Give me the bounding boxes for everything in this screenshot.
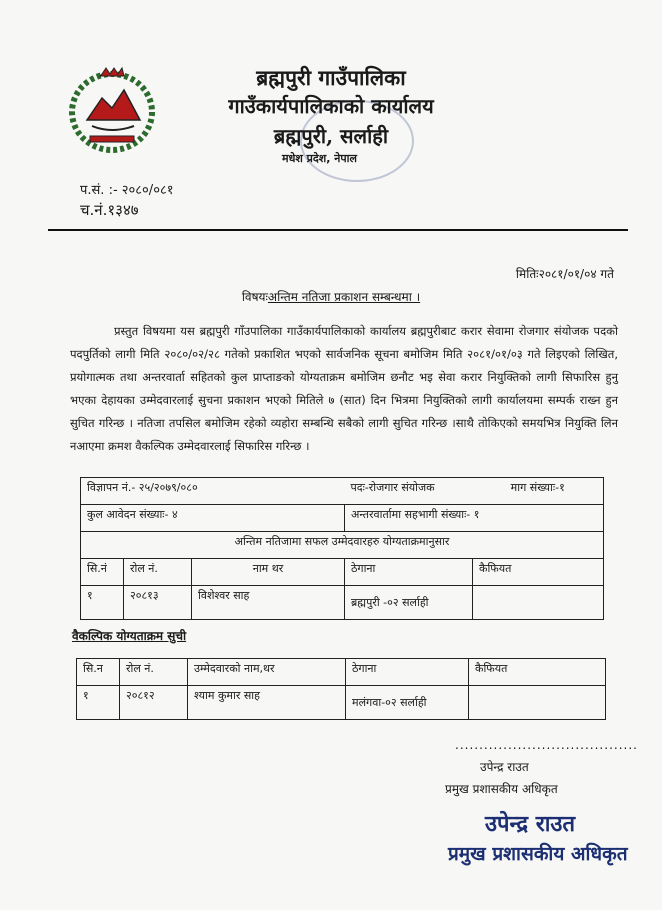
header-divider — [48, 229, 628, 231]
letter-ps: प.सं. :- २०८०/०८१ — [80, 183, 174, 198]
post-name: पदः-रोजगार संयोजक — [345, 478, 473, 505]
alternate-result-table — [76, 658, 606, 720]
stamp-title: प्रमुख प्रशासकीय अधिकृत — [448, 843, 628, 865]
letter-body: प्रस्तुत विषयमा यस ब्रह्मपुरी गाँउपालिका गाउँकार्यपालिकाको कार्यालय ब्रह्मपुरीबाट करार सेवामा रोजगार संयोजक पदको पदपुर्तिको लागी मिति २०८०/०२/२८ गतेको प्रकाशित भएको सार्वजनिक सूचना बमोजिम मिति २०८१/०१/०३ गते लिइएको लिखित, प्रयोगात्मक तथा अन्तरवार्ता सहितको कुल प्राप्ताङको योग्यताक्रम बमोजिम छनौट भइ सेवा करार नियुक्तिको लागी सिफारिस हुनु भएका देहायका उम्मेदवारलाई सुचना प्रकाशन भएको मितिले ७ (सात) दिन भित्रमा नियुक्तिको लागी कार्यालयमा सम्पर्क राख्न हुन सुचित गरिन्छ । नतिजा तपसिल बमोजिम रहेको व्यहोरा सम्बन्धि सबैको लागी सुचित गरिन्छ ।साथै तोकिएको समयभित्र नियुक्ति लिन नआएमा क्रमश वैकल्पिक उम्मेदवारलाई सिफारिस गरिन्छ । — [70, 324, 618, 453]
table-cell — [469, 686, 606, 720]
office-province: मधेश प्रदेश, नेपाल — [282, 152, 357, 165]
col-header: कैफियत — [469, 659, 606, 686]
col-header: उम्मेदवारको नाम,थर — [188, 659, 346, 686]
col-header: ठेगाना — [345, 559, 473, 586]
col-header: रोल नं. — [124, 559, 192, 586]
col-header: सि.नं — [81, 559, 124, 586]
table-cell — [473, 586, 604, 620]
table-row — [81, 586, 604, 620]
table-cell: २०८१३ — [124, 586, 192, 620]
subject-text: अन्तिम नतिजा प्रकाशन सम्बन्धमा । — [267, 290, 421, 304]
subject-prefix: विषयः — [241, 290, 268, 304]
letter-subject — [0, 288, 662, 305]
col-header: रोल नं. — [120, 659, 188, 686]
final-result-table — [80, 477, 604, 620]
table-header-row — [81, 559, 604, 586]
col-header: नाम थर — [192, 559, 345, 586]
stamp-name: उपेन्द्र राउत — [485, 811, 575, 837]
alternate-list-title: वैकल्पिक योग्यताक्रम सुची — [72, 629, 187, 643]
table-cell: १ — [81, 586, 124, 620]
col-header: सि.न — [77, 659, 120, 686]
table-cell: २०८१२ — [120, 686, 188, 720]
col-header: ठेगाना — [346, 659, 469, 686]
table-caption: अन्तिम नतिजामा सफल उम्मेदवारहरु योग्यताक्रमानुसार — [81, 532, 604, 559]
applicant-count: कुल आवेदन संख्याः- ४ — [81, 505, 345, 532]
col-header: कैफियत — [473, 559, 604, 586]
table-cell: ब्रह्मपुरी -०२ सर्लाही — [345, 586, 473, 620]
signatory-title: प्रमुख प्रशासकीय अधिकृत — [445, 782, 558, 796]
demand-count: माग संख्याः-१ — [473, 478, 604, 505]
table-cell: मलंगवा-०२ सर्लाही — [346, 686, 469, 720]
signature-line: ...................................... — [455, 738, 638, 752]
table-cell: १ — [77, 686, 120, 720]
letter-cn: च.नं.१३४७ — [80, 201, 139, 219]
office-location: ब्रह्मपुरी, सर्लाही — [273, 124, 389, 148]
table-cell: श्याम कुमार साह — [188, 686, 346, 720]
table-row — [77, 686, 606, 720]
office-subtitle: गाउँकार्यपालिकाको कार्यालय — [228, 94, 434, 118]
advert-number: विज्ञापन नं.- २५/२०७९/०८० — [81, 478, 345, 505]
letter-date: मितिः२०८१/०१/०४ गते — [515, 267, 614, 281]
office-name: ब्रह्मपुरी गाउँपालिका — [256, 65, 406, 90]
table-header-row — [77, 659, 606, 686]
signatory-name: उपेन्द्र राउत — [480, 760, 529, 774]
table-cell: विशेश्वर साह — [192, 586, 345, 620]
interview-count: अन्तरवार्तामा सहभागी संख्याः- १ — [345, 505, 604, 532]
